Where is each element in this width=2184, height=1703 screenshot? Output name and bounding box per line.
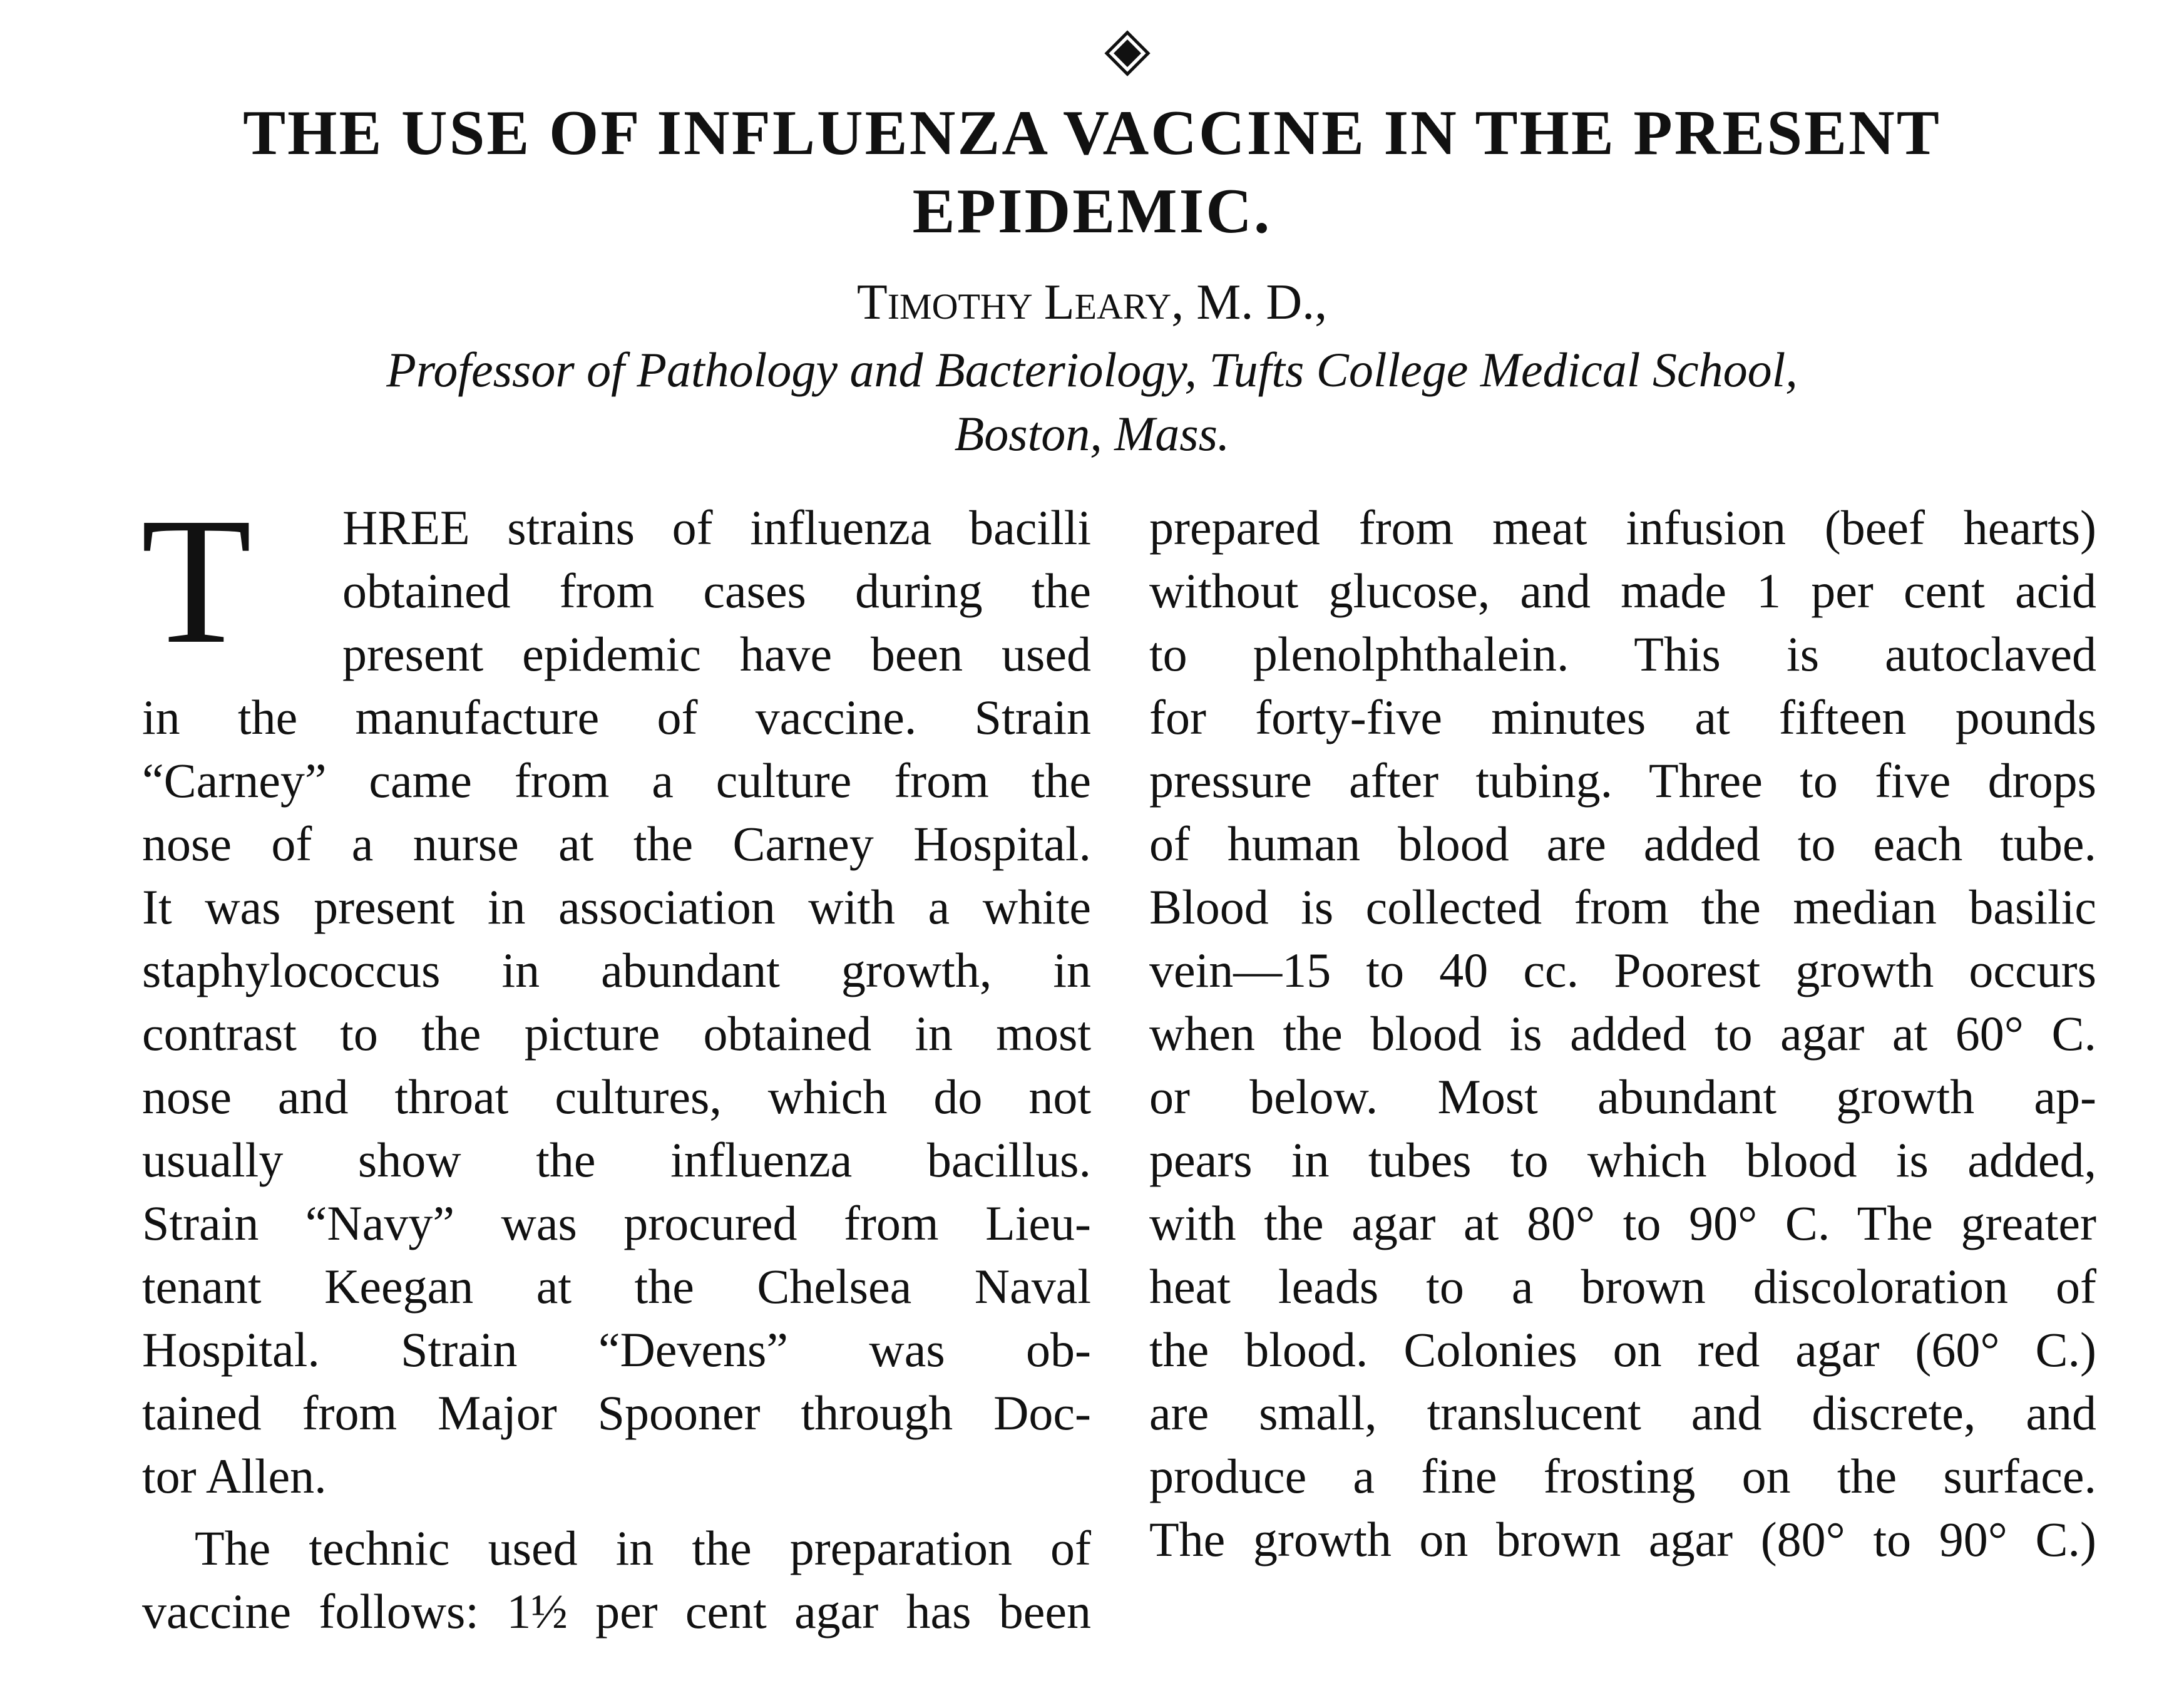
author-last-rest: EARY	[1074, 286, 1172, 327]
author-first-rest: IMOTHY	[887, 286, 1033, 327]
article-title	[125, 94, 2059, 250]
diamond-ornament-icon: ◈	[1104, 15, 1151, 82]
author-degree: , M. D.,	[1171, 275, 1328, 330]
body-line: The technic used in the preparation of	[195, 1521, 1091, 1575]
body-line: tained from Major Spooner through Doc-	[142, 1386, 1091, 1440]
body-line: contrast to the picture obtained in most	[142, 1006, 1091, 1061]
body-line: vein—15 to 40 cc. Poorest growth occurs	[1149, 943, 2096, 997]
body-line: the blood. Colonies on red agar (60° C.)	[1149, 1322, 2096, 1377]
affiliation-line-1: Professor of Pathology and Bacteriology, Tufts College Medical School,	[386, 342, 1798, 397]
body-line: heat leads to a brown discoloration of	[1149, 1259, 2096, 1314]
author-byline	[0, 274, 2184, 335]
body-line: for forty-five minutes at fifteen pounds	[1149, 690, 2096, 744]
affiliation-line-2: Boston, Mass.	[954, 406, 1230, 461]
body-line: tor Allen.	[142, 1449, 327, 1503]
body-line: obtained from cases during the	[342, 563, 1091, 618]
body-line: to plenolphthalein. This is autoclaved	[1149, 627, 2096, 681]
body-line: staphylococcus in abundant growth, in	[142, 943, 1091, 997]
body-line: pressure after tubing. Three to five drops	[1149, 753, 2096, 808]
body-line: Blood is collected from the median basilic	[1149, 880, 2096, 934]
body-line: prepared from meat infusion (beef hearts)	[1149, 500, 2096, 555]
author-affiliation	[250, 338, 1934, 466]
body-line: Strain “Navy” was procured from Lieu-	[142, 1196, 1091, 1250]
body-line: nose of a nurse at the Carney Hospital.	[142, 816, 1091, 871]
body-line: when the blood is added to agar at 60° C.	[1149, 1006, 2096, 1061]
body-line: with the agar at 80° to 90° C. The greater	[1149, 1196, 2096, 1250]
paragraph-gap	[142, 1508, 1091, 1516]
body-line: or below. Most abundant growth ap-	[1149, 1069, 2096, 1124]
body-line: Hospital. Strain “Devens” was ob-	[142, 1322, 1091, 1377]
body-line: usually show the influenza bacillus.	[142, 1133, 1091, 1187]
body-line: vaccine follows: 1½ per cent agar has been	[142, 1584, 1091, 1639]
author-first-initial: T	[856, 275, 888, 330]
right-column	[1149, 496, 2096, 1571]
author-last-initial: L	[1043, 275, 1075, 330]
body-line: of human blood are added to each tube.	[1149, 816, 2096, 871]
title-line-2: EPIDEMIC.	[912, 176, 1272, 247]
body-line: “Carney” came from a culture from the	[142, 753, 1091, 808]
body-line: tenant Keegan at the Chelsea Naval	[142, 1259, 1091, 1314]
body-line: pears in tubes to which blood is added,	[1149, 1133, 2096, 1187]
left-column	[141, 480, 1091, 1643]
body-line: It was present in association with a white	[142, 880, 1091, 934]
body-line: produce a fine frosting on the surface.	[1149, 1449, 2096, 1503]
body-line: nose and throat cultures, which do not	[142, 1069, 1091, 1124]
body-line: in the manufacture of vaccine. Strain	[142, 690, 1091, 744]
body-line: without glucose, and made 1 per cent acid	[1149, 563, 2096, 618]
body-line: The growth on brown agar (80° to 90° C.)	[1149, 1512, 2096, 1567]
title-line-1: THE USE OF INFLUENZA VACCINE IN THE PRESENT	[243, 98, 1941, 168]
drop-cap: T	[141, 480, 252, 681]
body-line: HREE strains of influenza bacilli	[342, 500, 1091, 555]
body-line: are small, translucent and discrete, and	[1149, 1386, 2096, 1440]
body-line: present epidemic have been used	[342, 627, 1091, 681]
